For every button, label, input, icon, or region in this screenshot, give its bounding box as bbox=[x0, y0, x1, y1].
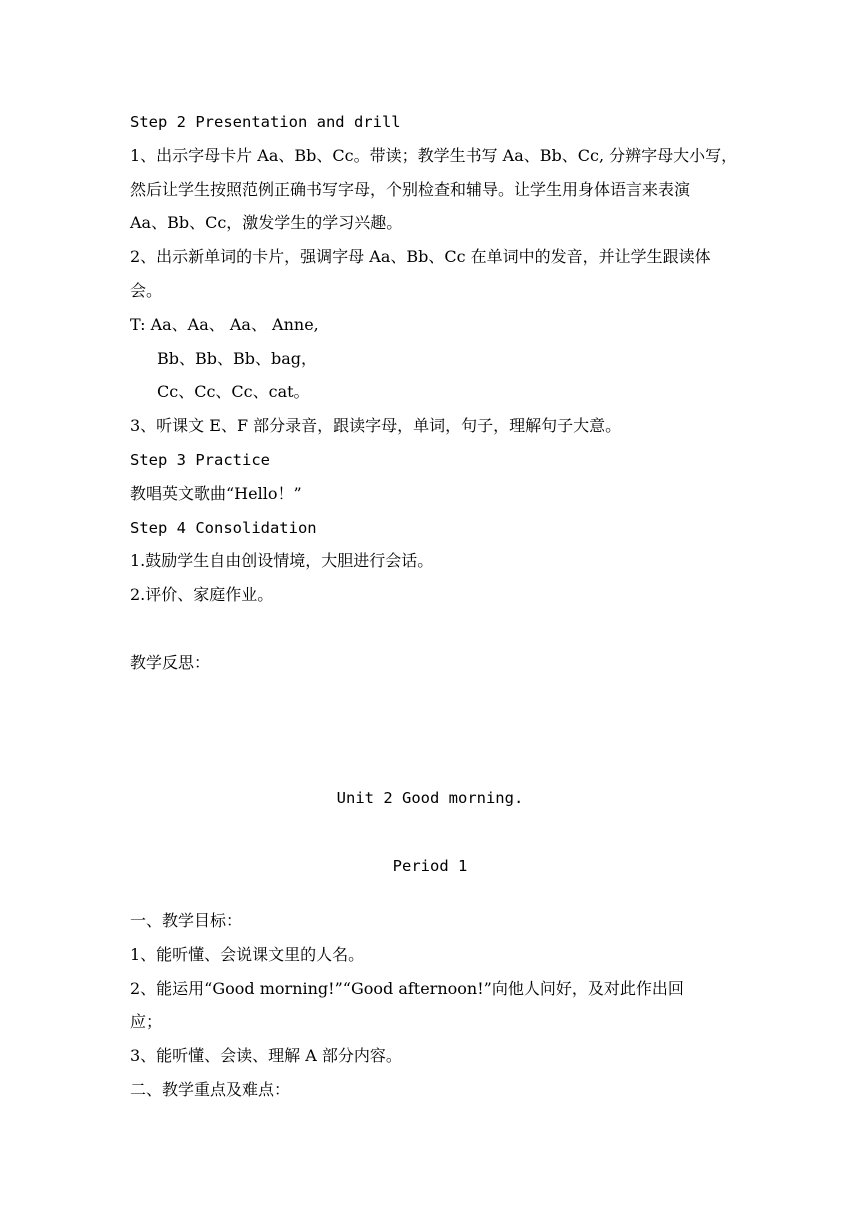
text-line: 会。 bbox=[130, 281, 163, 300]
text-line: 1、能听懂、会说课文里的人名。 bbox=[130, 945, 365, 964]
step3-heading: Step 3 Practice bbox=[130, 451, 270, 469]
text-line: 1.鼓励学生自由创设情境，大胆进行会话。 bbox=[130, 551, 434, 570]
text-line: 应； bbox=[130, 1012, 163, 1031]
text-line: 然后让学生按照范例正确书写字母，个别检查和辅导。让学生用身体语言来表演 bbox=[130, 180, 691, 199]
section-heading: 一、教学目标： bbox=[130, 911, 243, 930]
step2-heading: Step 2 Presentation and drill bbox=[130, 113, 401, 131]
period-title: Period 1 bbox=[392, 857, 468, 875]
step4-heading: Step 4 Consolidation bbox=[130, 519, 317, 537]
text-line: 3、听课文 E、F 部分录音，跟读字母，单词，句子，理解句子大意。 bbox=[130, 416, 622, 435]
text-line: 2、能运用“Good morning!”“Good afternoon!”向他人问好，及对此作出回 bbox=[130, 979, 684, 998]
text-line: 2、出示新单词的卡片，强调字母 Aa、Bb、Cc 在单词中的发音，并让学生跟读体 bbox=[130, 247, 711, 266]
unit-title: Unit 2 Good morning. bbox=[336, 789, 524, 807]
text-line: Bb、Bb、Bb、bag， bbox=[157, 349, 318, 368]
text-line: Cc、Cc、Cc、cat。 bbox=[157, 382, 310, 401]
reflection-label: 教学反思： bbox=[130, 653, 211, 672]
section-heading: 二、教学重点及难点： bbox=[130, 1080, 291, 1099]
text-line: 2.评价、家庭作业。 bbox=[130, 585, 274, 604]
text-line: 教唱英文歌曲“Hello！” bbox=[130, 484, 302, 503]
text-line: Aa、Bb、Cc，激发学生的学习兴趣。 bbox=[130, 213, 403, 232]
text-line: 1、出示字母卡片 Aa、Bb、Cc。带读；教学生书写 Aa、Bb、Cc, 分辨字母大小写， bbox=[130, 146, 738, 165]
text-line: 3、能听懂、会读、理解 A 部分内容。 bbox=[130, 1046, 402, 1065]
text-line: T: Aa、Aa、 Aa、 Anne, bbox=[130, 315, 319, 334]
